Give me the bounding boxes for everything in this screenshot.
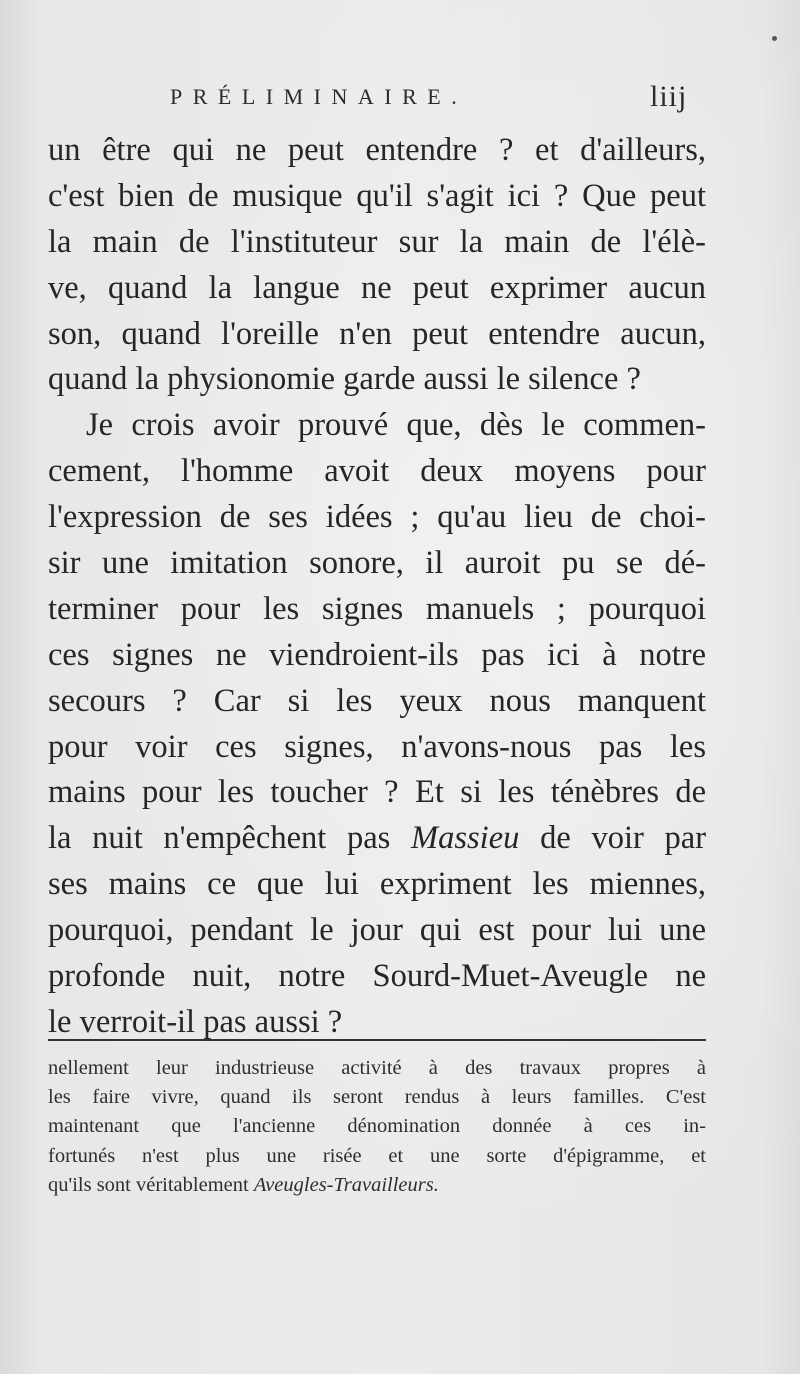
- text-line: quand la physionomie garde aussi le silence ?: [48, 361, 641, 398]
- emphasized-term: Aveugles-Travailleurs.: [253, 1173, 439, 1196]
- footnote-line: nellement leur industrieuse activité à des travaux propres à: [48, 1057, 706, 1079]
- text-line: ces signes ne viendroient-ils pas ici à notre: [48, 636, 706, 673]
- text-line-with-name: [48, 816, 706, 862]
- running-title: PRÉLIMINAIRE.: [170, 84, 468, 109]
- text-line: ses mains ce que lui expriment les miennes,: [48, 866, 706, 903]
- text-line: cement, l'homme avoit deux moyens pour: [48, 453, 706, 490]
- text-line: la main de l'instituteur sur la main de l'élè-: [48, 223, 706, 260]
- text-line: sir une imitation sonore, il auroit pu se dé-: [48, 545, 706, 582]
- person-name: Massieu: [411, 820, 520, 857]
- text-line: profonde nuit, notre Sourd-Muet-Aveugle ne: [48, 958, 706, 995]
- text-line: pour voir ces signes, n'avons-nous pas les: [48, 728, 706, 765]
- text-segment: la nuit n'empêchent pas: [48, 820, 391, 857]
- text-line: mains pour les toucher ? Et si les ténèbres de: [48, 774, 706, 811]
- body-text: [48, 128, 706, 1046]
- footnote-line: maintenant que l'ancienne dénomination donnée à ces in-: [48, 1115, 706, 1138]
- text-line: terminer pour les signes manuels ; pourquoi: [48, 590, 706, 627]
- text-line: son, quand l'oreille n'en peut entendre aucun,: [48, 315, 706, 352]
- footnote-rule: [48, 1039, 706, 1041]
- page-number: liij: [650, 80, 688, 113]
- text-line: pourquoi, pendant le jour qui est pour lui une: [48, 912, 706, 949]
- text-line: secours ? Car si les yeux nous manquent: [48, 682, 706, 719]
- text-line: Je crois avoir prouvé que, dès le commen-: [86, 407, 706, 444]
- text-line: l'expression de ses idées ; qu'au lieu de choi-: [48, 499, 706, 536]
- running-head: [0, 80, 800, 116]
- text-line: le verroit-il pas aussi ?: [48, 1003, 343, 1040]
- text-line: c'est bien de musique qu'il s'agit ici ? Que peut: [48, 177, 706, 214]
- footnote-line: fortunés n'est plus une risée et une sorte d'épigramme, et: [48, 1144, 706, 1167]
- text-segment: de voir par: [540, 820, 707, 857]
- text-segment: qu'ils sont véritablement: [48, 1173, 249, 1196]
- footnote-line: les faire vivre, quand ils seront rendus à leurs familles. C'est: [48, 1086, 706, 1109]
- ink-speck: [772, 36, 777, 41]
- text-line: un être qui ne peut entendre ? et d'ailleurs,: [48, 132, 706, 168]
- footnote-line: [48, 1171, 706, 1200]
- footnote: [48, 1054, 706, 1200]
- text-line: ve, quand la langue ne peut exprimer aucun: [48, 269, 706, 306]
